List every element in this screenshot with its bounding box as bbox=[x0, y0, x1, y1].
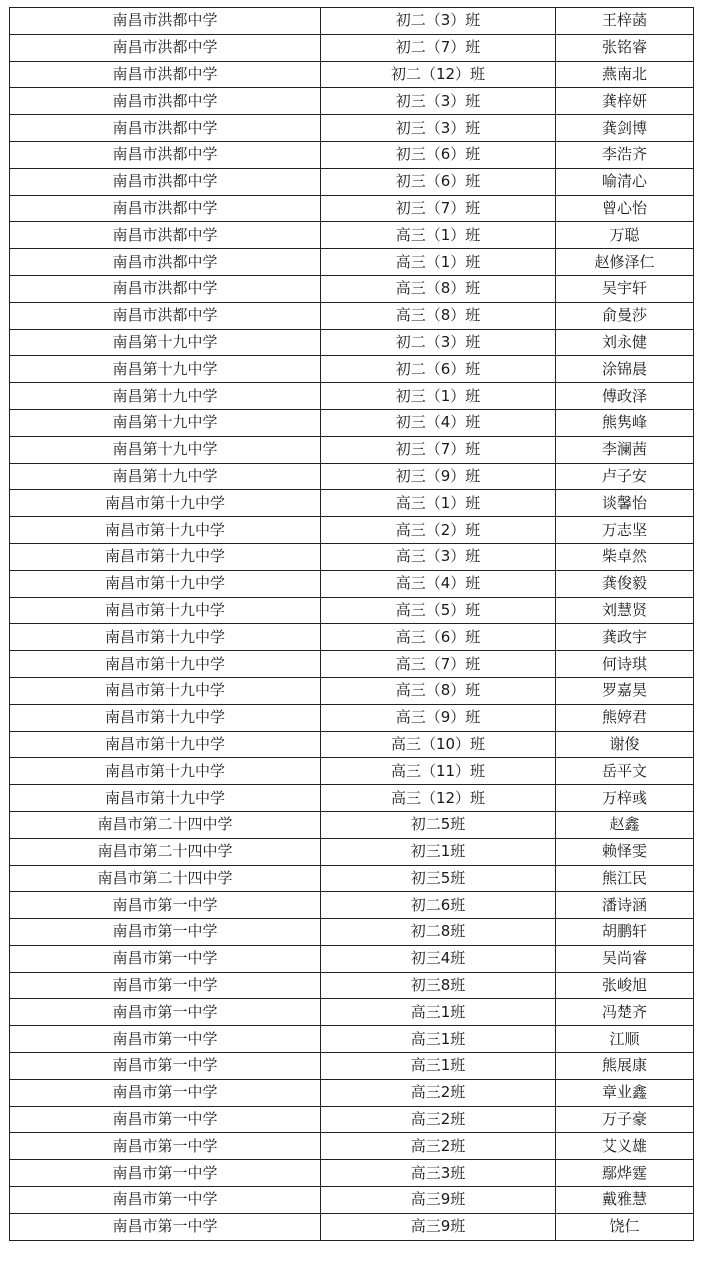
table-row bbox=[10, 329, 694, 356]
school-cell: 南昌市第一中学 bbox=[10, 1160, 321, 1187]
roster-table bbox=[9, 7, 694, 1241]
school-cell: 南昌市洪都中学 bbox=[10, 88, 321, 115]
school-cell: 南昌市洪都中学 bbox=[10, 34, 321, 61]
student-name-cell: 江顺 bbox=[556, 1026, 694, 1053]
class-cell: 高三9班 bbox=[321, 1187, 556, 1214]
table-row bbox=[10, 34, 694, 61]
student-name-cell: 万志坚 bbox=[556, 517, 694, 544]
table-row bbox=[10, 999, 694, 1026]
student-name-cell: 曾心怡 bbox=[556, 195, 694, 222]
student-name-cell: 戴雅慧 bbox=[556, 1187, 694, 1214]
school-cell: 南昌第十九中学 bbox=[10, 383, 321, 410]
school-cell: 南昌市洪都中学 bbox=[10, 195, 321, 222]
school-cell: 南昌市第十九中学 bbox=[10, 785, 321, 812]
school-cell: 南昌市第十九中学 bbox=[10, 490, 321, 517]
table-row bbox=[10, 1026, 694, 1053]
table-row bbox=[10, 141, 694, 168]
school-cell: 南昌市洪都中学 bbox=[10, 115, 321, 142]
student-name-cell: 傅政泽 bbox=[556, 383, 694, 410]
table-row bbox=[10, 704, 694, 731]
table-row bbox=[10, 1160, 694, 1187]
class-cell: 高三2班 bbox=[321, 1079, 556, 1106]
school-cell: 南昌市第一中学 bbox=[10, 1079, 321, 1106]
class-cell: 初二（3）班 bbox=[321, 329, 556, 356]
student-name-cell: 喻清心 bbox=[556, 168, 694, 195]
table-row bbox=[10, 61, 694, 88]
student-name-cell: 何诗琪 bbox=[556, 651, 694, 678]
table-row bbox=[10, 677, 694, 704]
school-cell: 南昌第十九中学 bbox=[10, 356, 321, 383]
table-row bbox=[10, 168, 694, 195]
roster-sheet bbox=[9, 7, 694, 1241]
class-cell: 高三2班 bbox=[321, 1133, 556, 1160]
table-row bbox=[10, 597, 694, 624]
class-cell: 初三4班 bbox=[321, 945, 556, 972]
table-row bbox=[10, 785, 694, 812]
student-name-cell: 吴尚睿 bbox=[556, 945, 694, 972]
school-cell: 南昌市第二十四中学 bbox=[10, 811, 321, 838]
student-name-cell: 胡鹏轩 bbox=[556, 919, 694, 946]
school-cell: 南昌市第一中学 bbox=[10, 1213, 321, 1240]
school-cell: 南昌市第一中学 bbox=[10, 1133, 321, 1160]
class-cell: 初三（7）班 bbox=[321, 195, 556, 222]
school-cell: 南昌第十九中学 bbox=[10, 436, 321, 463]
student-name-cell: 熊展康 bbox=[556, 1053, 694, 1080]
school-cell: 南昌市第十九中学 bbox=[10, 517, 321, 544]
school-cell: 南昌市洪都中学 bbox=[10, 249, 321, 276]
student-name-cell: 章业鑫 bbox=[556, 1079, 694, 1106]
student-name-cell: 张峻旭 bbox=[556, 972, 694, 999]
class-cell: 高三1班 bbox=[321, 999, 556, 1026]
table-row bbox=[10, 1133, 694, 1160]
table-row bbox=[10, 302, 694, 329]
student-name-cell: 王梓菡 bbox=[556, 8, 694, 35]
school-cell: 南昌市洪都中学 bbox=[10, 168, 321, 195]
class-cell: 初二（12）班 bbox=[321, 61, 556, 88]
student-name-cell: 柴卓然 bbox=[556, 543, 694, 570]
table-row bbox=[10, 88, 694, 115]
class-cell: 初二5班 bbox=[321, 811, 556, 838]
school-cell: 南昌市第十九中学 bbox=[10, 677, 321, 704]
table-row bbox=[10, 758, 694, 785]
student-name-cell: 俞曼莎 bbox=[556, 302, 694, 329]
student-name-cell: 张铭睿 bbox=[556, 34, 694, 61]
student-name-cell: 龚梓妍 bbox=[556, 88, 694, 115]
school-cell: 南昌市第一中学 bbox=[10, 1053, 321, 1080]
class-cell: 高三（11）班 bbox=[321, 758, 556, 785]
class-cell: 高三2班 bbox=[321, 1106, 556, 1133]
table-row bbox=[10, 811, 694, 838]
class-cell: 高三（12）班 bbox=[321, 785, 556, 812]
table-row bbox=[10, 249, 694, 276]
class-cell: 高三（3）班 bbox=[321, 543, 556, 570]
student-name-cell: 熊江民 bbox=[556, 865, 694, 892]
school-cell: 南昌市第一中学 bbox=[10, 1026, 321, 1053]
table-row bbox=[10, 463, 694, 490]
school-cell: 南昌市第十九中学 bbox=[10, 543, 321, 570]
student-name-cell: 熊隽峰 bbox=[556, 409, 694, 436]
student-name-cell: 万子豪 bbox=[556, 1106, 694, 1133]
student-name-cell: 李澜茜 bbox=[556, 436, 694, 463]
class-cell: 初三（7）班 bbox=[321, 436, 556, 463]
class-cell: 高三（2）班 bbox=[321, 517, 556, 544]
table-row bbox=[10, 838, 694, 865]
student-name-cell: 李浩齐 bbox=[556, 141, 694, 168]
class-cell: 高三1班 bbox=[321, 1026, 556, 1053]
class-cell: 初二8班 bbox=[321, 919, 556, 946]
class-cell: 高三（8）班 bbox=[321, 677, 556, 704]
school-cell: 南昌市洪都中学 bbox=[10, 61, 321, 88]
student-name-cell: 潘诗涵 bbox=[556, 892, 694, 919]
school-cell: 南昌市第一中学 bbox=[10, 999, 321, 1026]
class-cell: 高三9班 bbox=[321, 1213, 556, 1240]
school-cell: 南昌市第十九中学 bbox=[10, 651, 321, 678]
school-cell: 南昌第十九中学 bbox=[10, 409, 321, 436]
table-row bbox=[10, 115, 694, 142]
student-name-cell: 熊婷君 bbox=[556, 704, 694, 731]
class-cell: 初三8班 bbox=[321, 972, 556, 999]
table-row bbox=[10, 517, 694, 544]
school-cell: 南昌市第十九中学 bbox=[10, 597, 321, 624]
student-name-cell: 赖怿雯 bbox=[556, 838, 694, 865]
roster-table-body bbox=[10, 8, 694, 1241]
table-row bbox=[10, 409, 694, 436]
school-cell: 南昌市第一中学 bbox=[10, 1187, 321, 1214]
table-row bbox=[10, 195, 694, 222]
school-cell: 南昌市洪都中学 bbox=[10, 275, 321, 302]
class-cell: 初三（6）班 bbox=[321, 168, 556, 195]
table-row bbox=[10, 945, 694, 972]
table-row bbox=[10, 919, 694, 946]
class-cell: 初三（1）班 bbox=[321, 383, 556, 410]
school-cell: 南昌市第一中学 bbox=[10, 919, 321, 946]
table-row bbox=[10, 490, 694, 517]
student-name-cell: 龚剑博 bbox=[556, 115, 694, 142]
table-row bbox=[10, 731, 694, 758]
school-cell: 南昌市洪都中学 bbox=[10, 141, 321, 168]
table-row bbox=[10, 436, 694, 463]
table-row bbox=[10, 383, 694, 410]
class-cell: 高三（5）班 bbox=[321, 597, 556, 624]
school-cell: 南昌市洪都中学 bbox=[10, 222, 321, 249]
table-row bbox=[10, 222, 694, 249]
school-cell: 南昌市第十九中学 bbox=[10, 731, 321, 758]
table-row bbox=[10, 651, 694, 678]
table-row bbox=[10, 570, 694, 597]
class-cell: 高三（7）班 bbox=[321, 651, 556, 678]
table-row bbox=[10, 275, 694, 302]
class-cell: 高三（1）班 bbox=[321, 249, 556, 276]
table-row bbox=[10, 972, 694, 999]
school-cell: 南昌市第一中学 bbox=[10, 1106, 321, 1133]
school-cell: 南昌市第一中学 bbox=[10, 945, 321, 972]
table-row bbox=[10, 624, 694, 651]
school-cell: 南昌市第一中学 bbox=[10, 892, 321, 919]
student-name-cell: 刘慧贤 bbox=[556, 597, 694, 624]
class-cell: 初二（3）班 bbox=[321, 8, 556, 35]
class-cell: 高三（8）班 bbox=[321, 275, 556, 302]
class-cell: 初三1班 bbox=[321, 838, 556, 865]
class-cell: 高三3班 bbox=[321, 1160, 556, 1187]
student-name-cell: 刘永健 bbox=[556, 329, 694, 356]
student-name-cell: 谈馨怡 bbox=[556, 490, 694, 517]
class-cell: 初二（6）班 bbox=[321, 356, 556, 383]
table-row bbox=[10, 356, 694, 383]
class-cell: 高三（10）班 bbox=[321, 731, 556, 758]
table-row bbox=[10, 865, 694, 892]
student-name-cell: 赵鑫 bbox=[556, 811, 694, 838]
student-name-cell: 燕南北 bbox=[556, 61, 694, 88]
table-row bbox=[10, 8, 694, 35]
school-cell: 南昌市第二十四中学 bbox=[10, 865, 321, 892]
class-cell: 初三（9）班 bbox=[321, 463, 556, 490]
student-name-cell: 吴宇轩 bbox=[556, 275, 694, 302]
school-cell: 南昌市第十九中学 bbox=[10, 570, 321, 597]
student-name-cell: 岳平文 bbox=[556, 758, 694, 785]
table-row bbox=[10, 892, 694, 919]
class-cell: 高三（1）班 bbox=[321, 222, 556, 249]
student-name-cell: 艾义雄 bbox=[556, 1133, 694, 1160]
student-name-cell: 饶仁 bbox=[556, 1213, 694, 1240]
class-cell: 高三1班 bbox=[321, 1053, 556, 1080]
student-name-cell: 罗嘉昊 bbox=[556, 677, 694, 704]
student-name-cell: 龚政宇 bbox=[556, 624, 694, 651]
class-cell: 高三（9）班 bbox=[321, 704, 556, 731]
class-cell: 初三（4）班 bbox=[321, 409, 556, 436]
school-cell: 南昌市第十九中学 bbox=[10, 758, 321, 785]
school-cell: 南昌市第一中学 bbox=[10, 972, 321, 999]
student-name-cell: 赵修泽仁 bbox=[556, 249, 694, 276]
student-name-cell: 涂锦晨 bbox=[556, 356, 694, 383]
class-cell: 高三（1）班 bbox=[321, 490, 556, 517]
table-row bbox=[10, 1053, 694, 1080]
school-cell: 南昌第十九中学 bbox=[10, 329, 321, 356]
class-cell: 初二6班 bbox=[321, 892, 556, 919]
class-cell: 初三（3）班 bbox=[321, 115, 556, 142]
student-name-cell: 万梓彧 bbox=[556, 785, 694, 812]
student-name-cell: 万聪 bbox=[556, 222, 694, 249]
class-cell: 高三（4）班 bbox=[321, 570, 556, 597]
table-row bbox=[10, 543, 694, 570]
school-cell: 南昌市第十九中学 bbox=[10, 624, 321, 651]
student-name-cell: 卢子安 bbox=[556, 463, 694, 490]
school-cell: 南昌第十九中学 bbox=[10, 463, 321, 490]
class-cell: 高三（6）班 bbox=[321, 624, 556, 651]
school-cell: 南昌市洪都中学 bbox=[10, 8, 321, 35]
class-cell: 高三（8）班 bbox=[321, 302, 556, 329]
student-name-cell: 谢俊 bbox=[556, 731, 694, 758]
class-cell: 初二（7）班 bbox=[321, 34, 556, 61]
school-cell: 南昌市第十九中学 bbox=[10, 704, 321, 731]
table-row bbox=[10, 1213, 694, 1240]
student-name-cell: 龚俊毅 bbox=[556, 570, 694, 597]
table-row bbox=[10, 1106, 694, 1133]
class-cell: 初三（3）班 bbox=[321, 88, 556, 115]
student-name-cell: 鄢烨霆 bbox=[556, 1160, 694, 1187]
class-cell: 初三5班 bbox=[321, 865, 556, 892]
table-row bbox=[10, 1187, 694, 1214]
school-cell: 南昌市第二十四中学 bbox=[10, 838, 321, 865]
school-cell: 南昌市洪都中学 bbox=[10, 302, 321, 329]
student-name-cell: 冯楚齐 bbox=[556, 999, 694, 1026]
table-row bbox=[10, 1079, 694, 1106]
class-cell: 初三（6）班 bbox=[321, 141, 556, 168]
